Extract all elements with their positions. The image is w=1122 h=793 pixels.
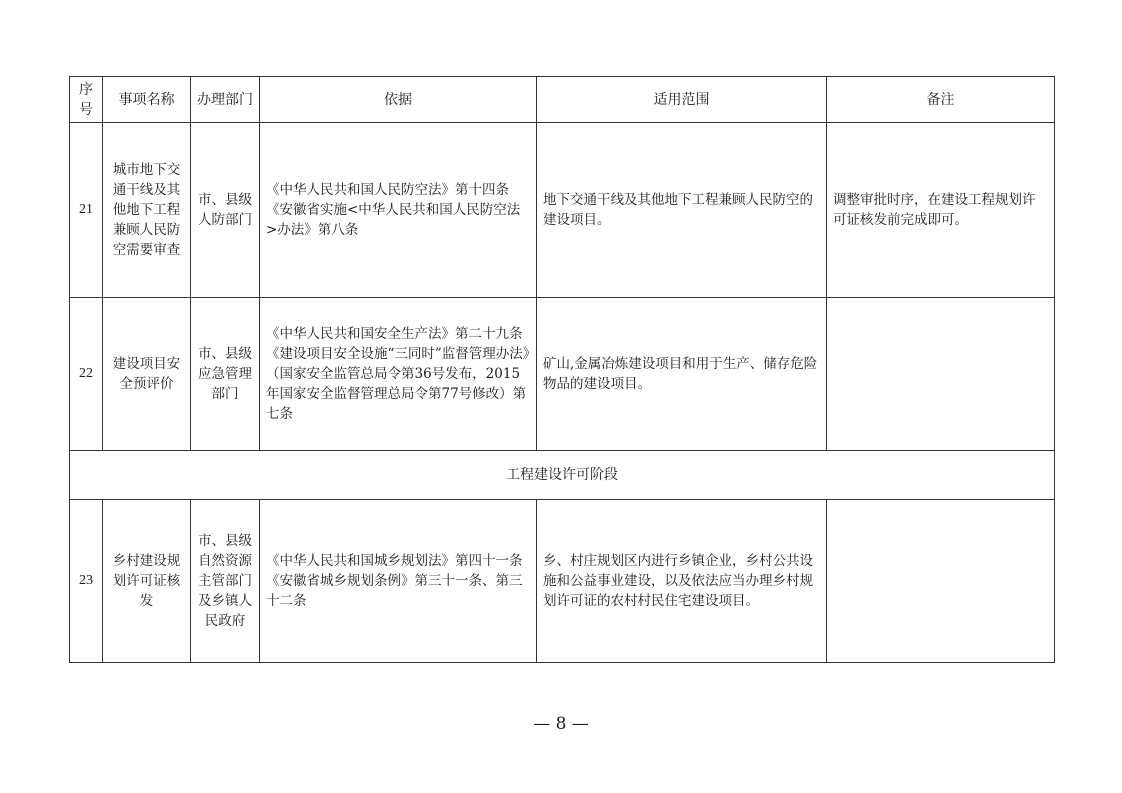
row-basis bbox=[260, 298, 537, 451]
table-header-row bbox=[70, 77, 1055, 123]
row-note: 调整审批时序，在建设工程规划许可证核发前完成即可。 bbox=[827, 123, 1055, 298]
header-handling-department: 办理部门 bbox=[191, 77, 260, 123]
basis-line: 《建设项目安全设施“三同时”监督管理办法》（国家安全监管总局令第36号发布，2015年国家安全监督管理总局令第77号修改）第七条 bbox=[266, 346, 530, 422]
row-scope: 矿山,金属冶炼建设项目和用于生产、储存危险物品的建设项目。 bbox=[537, 298, 827, 451]
basis-line: 《安徽省实施<中华人民共和国人民防空法>办法》第八条 bbox=[266, 202, 521, 238]
header-legal-basis: 依据 bbox=[260, 77, 537, 123]
row-item-name: 城市地下交通干线及其他地下工程兼顾人民防空需要审查 bbox=[103, 123, 191, 298]
row-department: 市、县级人防部门 bbox=[191, 123, 260, 298]
row-department: 市、县级自然资源主管部门及乡镇人民政府 bbox=[191, 500, 260, 663]
row-item-name: 乡村建设规划许可证核发 bbox=[103, 500, 191, 663]
table-row bbox=[70, 298, 1055, 451]
page-number: — 8 — bbox=[533, 714, 589, 734]
header-item-name: 事项名称 bbox=[103, 77, 191, 123]
row-item-name: 建设项目安全预评价 bbox=[103, 298, 191, 451]
table-row bbox=[70, 123, 1055, 298]
row-department: 市、县级应急管理部门 bbox=[191, 298, 260, 451]
row-scope: 地下交通干线及其他地下工程兼顾人民防空的建设项目。 bbox=[537, 123, 827, 298]
row-serial-number: 22 bbox=[70, 298, 103, 451]
header-remarks: 备注 bbox=[827, 77, 1055, 123]
approval-items-table bbox=[69, 76, 1055, 663]
table-row bbox=[70, 500, 1055, 663]
basis-line: 《中华人民共和国安全生产法》第二十九条 bbox=[266, 326, 523, 342]
row-note bbox=[827, 298, 1055, 451]
row-serial-number: 21 bbox=[70, 123, 103, 298]
row-scope: 乡、村庄规划区内进行乡镇企业，乡村公共设施和公益事业建设，以及依法应当办理乡村规划许可证的农村村民住宅建设项目。 bbox=[537, 500, 827, 663]
row-serial-number: 23 bbox=[70, 500, 103, 663]
basis-line: 《安徽省城乡规划条例》第三十一条、第三十二条 bbox=[266, 573, 523, 609]
stage-heading-row bbox=[70, 451, 1055, 500]
header-serial-number: 序号 bbox=[70, 77, 103, 123]
basis-line: 《中华人民共和国城乡规划法》第四十一条 bbox=[266, 553, 523, 569]
row-basis bbox=[260, 123, 537, 298]
basis-line: 《中华人民共和国人民防空法》第十四条 bbox=[266, 182, 509, 198]
stage-heading: 工程建设许可阶段 bbox=[70, 451, 1055, 500]
row-basis bbox=[260, 500, 537, 663]
row-note bbox=[827, 500, 1055, 663]
header-applicable-scope: 适用范围 bbox=[537, 77, 827, 123]
